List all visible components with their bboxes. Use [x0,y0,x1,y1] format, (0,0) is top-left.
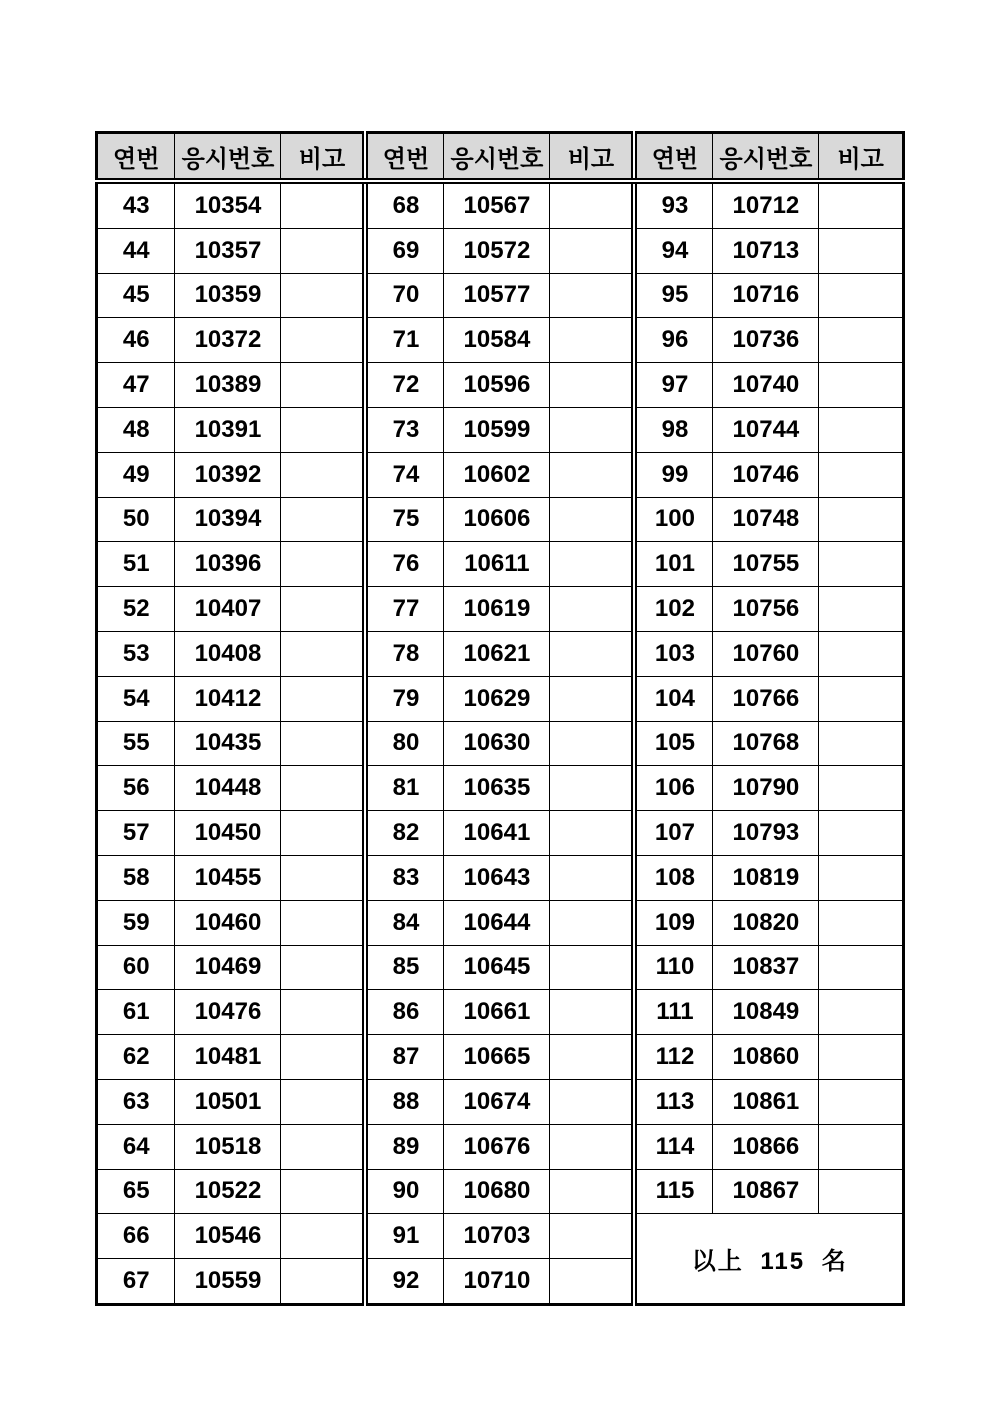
note-cell [281,1214,366,1259]
serial-cell: 102 [634,587,712,632]
exam-number-cell: 10476 [175,990,281,1035]
serial-cell: 77 [365,587,443,632]
serial-cell: 104 [634,676,712,721]
note-cell [819,855,904,900]
serial-cell: 67 [97,1259,175,1305]
note-cell [819,1079,904,1124]
table-row [97,181,904,228]
serial-cell: 91 [365,1214,443,1259]
note-cell [819,318,904,363]
exam-number-cell: 10372 [175,318,281,363]
exam-number-cell: 10703 [444,1214,550,1259]
note-cell [550,766,635,811]
note-cell [819,1169,904,1214]
table-row [97,273,904,318]
exam-number-cell: 10577 [444,273,550,318]
note-cell [819,721,904,766]
col-header-serial: 연번 [365,133,443,182]
note-cell [819,766,904,811]
note-cell [281,1124,366,1169]
serial-cell: 72 [365,363,443,408]
note-cell [281,855,366,900]
serial-cell: 112 [634,1035,712,1080]
exam-number-cell: 10396 [175,542,281,587]
note-cell [281,407,366,452]
exam-number-cell: 10756 [713,587,819,632]
note-cell [281,990,366,1035]
serial-cell: 81 [365,766,443,811]
note-cell [550,318,635,363]
table-row [97,363,904,408]
table-row [97,990,904,1035]
note-cell [281,1035,366,1080]
serial-cell: 73 [365,407,443,452]
table-row [97,766,904,811]
col-header-note: 비고 [819,133,904,182]
table-row [97,1124,904,1169]
exam-number-cell: 10867 [713,1169,819,1214]
serial-cell: 74 [365,452,443,497]
exam-number-cell: 10790 [713,766,819,811]
exam-number-cell: 10619 [444,587,550,632]
note-cell [281,497,366,542]
serial-cell: 86 [365,990,443,1035]
serial-cell: 45 [97,273,175,318]
serial-cell: 78 [365,631,443,676]
serial-cell: 79 [365,676,443,721]
serial-cell: 111 [634,990,712,1035]
col-header-serial: 연번 [634,133,712,182]
exam-number-cell: 10606 [444,497,550,542]
note-cell [550,181,635,228]
table-row [97,631,904,676]
serial-cell: 107 [634,811,712,856]
note-cell [281,1169,366,1214]
exam-number-cell: 10546 [175,1214,281,1259]
note-cell [550,273,635,318]
exam-number-cell: 10394 [175,497,281,542]
serial-cell: 115 [634,1169,712,1214]
exam-number-cell: 10748 [713,497,819,542]
exam-number-cell: 10354 [175,181,281,228]
col-header-note: 비고 [281,133,366,182]
exam-number-cell: 10861 [713,1079,819,1124]
note-cell [819,273,904,318]
candidate-number-table [95,131,905,1306]
note-cell [550,228,635,273]
exam-number-cell: 10621 [444,631,550,676]
serial-cell: 100 [634,497,712,542]
note-cell [281,228,366,273]
serial-cell: 114 [634,1124,712,1169]
exam-number-cell: 10389 [175,363,281,408]
table-row [97,318,904,363]
exam-number-cell: 10599 [444,407,550,452]
note-cell [550,497,635,542]
serial-cell: 71 [365,318,443,363]
serial-cell: 80 [365,721,443,766]
table-row [97,1079,904,1124]
exam-number-cell: 10849 [713,990,819,1035]
table-row [97,228,904,273]
serial-cell: 92 [365,1259,443,1305]
serial-cell: 61 [97,990,175,1035]
note-cell [281,900,366,945]
serial-cell: 65 [97,1169,175,1214]
table-header [97,133,904,182]
col-header-exam-number: 응시번호 [444,133,550,182]
table-row [97,855,904,900]
table-row [97,811,904,856]
exam-number-cell: 10674 [444,1079,550,1124]
serial-cell: 44 [97,228,175,273]
note-cell [281,318,366,363]
note-cell [550,990,635,1035]
table-row [97,900,904,945]
exam-number-cell: 10357 [175,228,281,273]
table-row [97,542,904,587]
table-row [97,587,904,632]
note-cell [550,407,635,452]
note-cell [281,1079,366,1124]
note-cell [550,811,635,856]
exam-number-cell: 10522 [175,1169,281,1214]
note-cell [281,1259,366,1305]
note-cell [550,1169,635,1214]
serial-cell: 96 [634,318,712,363]
exam-number-cell: 10630 [444,721,550,766]
serial-cell: 89 [365,1124,443,1169]
serial-cell: 101 [634,542,712,587]
note-cell [819,228,904,273]
table-row [97,452,904,497]
serial-cell: 93 [634,181,712,228]
exam-number-cell: 10455 [175,855,281,900]
note-cell [819,1124,904,1169]
exam-number-cell: 10641 [444,811,550,856]
note-cell [550,1035,635,1080]
serial-cell: 106 [634,766,712,811]
serial-cell: 55 [97,721,175,766]
serial-cell: 84 [365,900,443,945]
note-cell [281,273,366,318]
note-cell [819,587,904,632]
exam-number-cell: 10602 [444,452,550,497]
header-row [97,133,904,182]
exam-number-cell: 10736 [713,318,819,363]
serial-cell: 64 [97,1124,175,1169]
note-cell [281,452,366,497]
exam-number-cell: 10710 [444,1259,550,1305]
exam-number-cell: 10680 [444,1169,550,1214]
exam-number-cell: 10629 [444,676,550,721]
serial-cell: 108 [634,855,712,900]
serial-cell: 94 [634,228,712,273]
exam-number-cell: 10481 [175,1035,281,1080]
exam-number-cell: 10716 [713,273,819,318]
note-cell [550,363,635,408]
note-cell [550,900,635,945]
serial-cell: 60 [97,945,175,990]
serial-cell: 70 [365,273,443,318]
exam-number-cell: 10744 [713,407,819,452]
serial-cell: 99 [634,452,712,497]
exam-number-cell: 10676 [444,1124,550,1169]
exam-number-cell: 10392 [175,452,281,497]
table-row [97,1214,904,1259]
exam-number-cell: 10746 [713,452,819,497]
serial-cell: 66 [97,1214,175,1259]
serial-cell: 85 [365,945,443,990]
candidate-table-container [95,131,905,1306]
note-cell [550,855,635,900]
exam-number-cell: 10820 [713,900,819,945]
note-cell [550,452,635,497]
exam-number-cell: 10644 [444,900,550,945]
note-cell [819,631,904,676]
serial-cell: 53 [97,631,175,676]
serial-cell: 68 [365,181,443,228]
serial-cell: 46 [97,318,175,363]
serial-cell: 113 [634,1079,712,1124]
exam-number-cell: 10635 [444,766,550,811]
note-cell [550,676,635,721]
exam-number-cell: 10793 [713,811,819,856]
exam-number-cell: 10584 [444,318,550,363]
note-cell [819,497,904,542]
exam-number-cell: 10740 [713,363,819,408]
exam-number-cell: 10412 [175,676,281,721]
exam-number-cell: 10407 [175,587,281,632]
note-cell [819,676,904,721]
note-cell [550,587,635,632]
serial-cell: 51 [97,542,175,587]
exam-number-cell: 10435 [175,721,281,766]
note-cell [281,363,366,408]
exam-number-cell: 10665 [444,1035,550,1080]
serial-cell: 98 [634,407,712,452]
serial-cell: 76 [365,542,443,587]
exam-number-cell: 10755 [713,542,819,587]
serial-cell: 62 [97,1035,175,1080]
exam-number-cell: 10518 [175,1124,281,1169]
note-cell [550,1214,635,1259]
serial-cell: 83 [365,855,443,900]
col-header-note: 비고 [550,133,635,182]
serial-cell: 88 [365,1079,443,1124]
note-cell [550,945,635,990]
note-cell [550,631,635,676]
total-count-cell: 以上 115 名 [634,1214,903,1305]
note-cell [819,181,904,228]
serial-cell: 52 [97,587,175,632]
table-row [97,676,904,721]
exam-number-cell: 10359 [175,273,281,318]
exam-number-cell: 10837 [713,945,819,990]
note-cell [550,1079,635,1124]
exam-number-cell: 10712 [713,181,819,228]
serial-cell: 43 [97,181,175,228]
note-cell [550,1259,635,1305]
table-row [97,407,904,452]
serial-cell: 110 [634,945,712,990]
exam-number-cell: 10559 [175,1259,281,1305]
note-cell [819,945,904,990]
serial-cell: 50 [97,497,175,542]
serial-cell: 87 [365,1035,443,1080]
exam-number-cell: 10643 [444,855,550,900]
col-header-exam-number: 응시번호 [713,133,819,182]
exam-number-cell: 10860 [713,1035,819,1080]
exam-number-cell: 10768 [713,721,819,766]
serial-cell: 57 [97,811,175,856]
serial-cell: 75 [365,497,443,542]
exam-number-cell: 10611 [444,542,550,587]
serial-cell: 49 [97,452,175,497]
note-cell [281,811,366,856]
col-header-serial: 연번 [97,133,175,182]
col-header-exam-number: 응시번호 [175,133,281,182]
exam-number-cell: 10866 [713,1124,819,1169]
exam-number-cell: 10567 [444,181,550,228]
note-cell [819,407,904,452]
note-cell [819,363,904,408]
serial-cell: 59 [97,900,175,945]
serial-cell: 54 [97,676,175,721]
serial-cell: 105 [634,721,712,766]
serial-cell: 97 [634,363,712,408]
exam-number-cell: 10391 [175,407,281,452]
note-cell [281,542,366,587]
exam-number-cell: 10766 [713,676,819,721]
exam-number-cell: 10819 [713,855,819,900]
exam-number-cell: 10460 [175,900,281,945]
serial-cell: 103 [634,631,712,676]
serial-cell: 90 [365,1169,443,1214]
exam-number-cell: 10450 [175,811,281,856]
exam-number-cell: 10596 [444,363,550,408]
note-cell [819,1035,904,1080]
exam-number-cell: 10645 [444,945,550,990]
table-row [97,945,904,990]
note-cell [819,811,904,856]
note-cell [281,587,366,632]
exam-number-cell: 10469 [175,945,281,990]
table-row [97,497,904,542]
note-cell [281,945,366,990]
serial-cell: 95 [634,273,712,318]
exam-number-cell: 10501 [175,1079,281,1124]
serial-cell: 109 [634,900,712,945]
table-body [97,181,904,1304]
serial-cell: 82 [365,811,443,856]
exam-number-cell: 10713 [713,228,819,273]
exam-number-cell: 10408 [175,631,281,676]
note-cell [819,452,904,497]
note-cell [281,631,366,676]
note-cell [281,766,366,811]
serial-cell: 58 [97,855,175,900]
serial-cell: 69 [365,228,443,273]
note-cell [281,181,366,228]
table-row [97,1035,904,1080]
exam-number-cell: 10760 [713,631,819,676]
note-cell [819,900,904,945]
exam-number-cell: 10661 [444,990,550,1035]
note-cell [819,542,904,587]
note-cell [550,1124,635,1169]
note-cell [281,721,366,766]
serial-cell: 47 [97,363,175,408]
exam-number-cell: 10448 [175,766,281,811]
serial-cell: 63 [97,1079,175,1124]
note-cell [281,676,366,721]
table-row [97,1169,904,1214]
note-cell [550,542,635,587]
note-cell [550,721,635,766]
serial-cell: 48 [97,407,175,452]
exam-number-cell: 10572 [444,228,550,273]
table-row [97,721,904,766]
serial-cell: 56 [97,766,175,811]
note-cell [819,990,904,1035]
